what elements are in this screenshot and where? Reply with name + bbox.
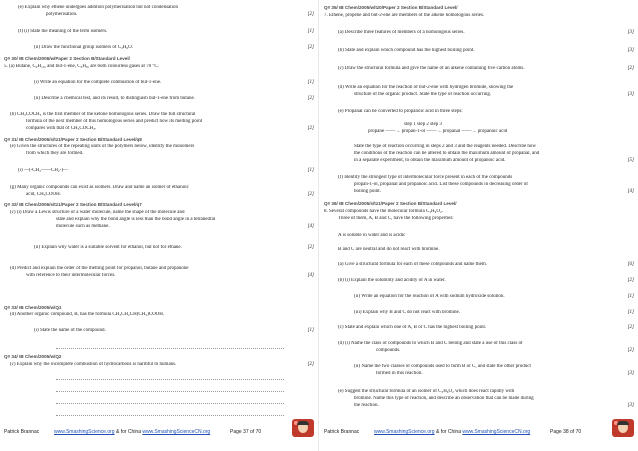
question-line: (e) Explain why ethene undergoes addition polymerisation but not condensation	[18, 5, 179, 10]
website-link[interactable]: www.SmashingScience.org	[374, 429, 435, 435]
question-line: State the type of reaction occurring in steps 2 and 3 and the reagents needed. Describe how	[354, 144, 537, 149]
question-line: (d) Predict and explain the order of the melting point for propanol, butane and propanone	[10, 266, 189, 271]
marks: [5]	[627, 158, 634, 163]
website-link-china[interactable]: www.SmashingScienceCN.org	[142, 429, 211, 435]
marks: [1]	[307, 80, 314, 85]
marks: [3]	[627, 48, 634, 53]
reaction-scheme: propane ——→ propan-1-ol ——→ propanal ——→ propanoic acid	[368, 129, 508, 134]
answer-line	[56, 414, 284, 416]
marks: [3]	[627, 92, 634, 97]
marks: [1]	[307, 328, 314, 333]
question-line: in a separate experiment, to obtain the maximum amount of propanoic acid. [5]	[354, 158, 634, 163]
marks: [6]	[627, 262, 634, 267]
question-line: (c) Explain why the incomplete combustion of hydrocarbons is harmful to humans. [2]	[10, 362, 314, 367]
question-source-header: Q# 34/ IB Chem/2005/w/Q2	[4, 354, 62, 359]
question-line: compounds. [2]	[376, 348, 634, 353]
question-source-header: Q# 30/ IB Chem/2006/w/Paper 2 Section B/Standard Level/	[4, 56, 130, 61]
question-line: (ii) Write an equation for the reaction of A with sodium hydroxide solution. [1]	[354, 294, 634, 299]
question-line: 5. (a) Butane, C₄H₁₀, and but-1-ene, C₄H₈, are both colourless gases at 70 °C.	[4, 64, 159, 69]
marks: [2]	[307, 96, 314, 101]
website-link[interactable]: www.SmashingScience.org	[54, 429, 115, 435]
marks: [4]	[307, 273, 314, 278]
marks: [2]	[307, 126, 314, 131]
answer-line	[56, 390, 284, 392]
marks: [2]	[307, 45, 314, 50]
question-line: (c) (i) Draw a Lewis structure of a water molecule, name the shape of the molecule and	[10, 210, 185, 215]
question-line: (f) Identify the strongest type of intermolecular force present in each of the compounds	[338, 175, 513, 180]
footer-links: www.SmashingScience.org & for China www.SmashingScienceCN.org	[54, 429, 211, 435]
page-number: Page 37 of 70	[230, 429, 262, 435]
question-line: B and C are neutral and do not react with bromine.	[338, 247, 440, 252]
marks: [2]	[307, 12, 314, 17]
right-page	[324, 0, 634, 451]
question-line: (e) Suggest the structural formula of an isomer of C₃H₆O₂ which does react rapidly with	[338, 389, 515, 394]
marks: [3]	[627, 371, 634, 376]
question-line: (b) (i) Explain the solubility and acidity of A in water. [2]	[338, 278, 634, 283]
marks: [3]	[627, 403, 634, 408]
question-line: formed in this reaction. [3]	[376, 371, 634, 376]
answer-line	[56, 378, 284, 380]
page-footer	[324, 427, 634, 439]
question-line: A is soluble in water and is acidic	[338, 233, 406, 238]
left-page	[4, 0, 314, 451]
question-line: (c) State and explain which one of A, B or C has the highest boiling point. [2]	[338, 325, 634, 330]
question-line: (b) CH₃COCH₃ is the first member of the ketone homologous series. Draw the full structural	[10, 112, 196, 117]
question-line: (d) Another organic compound, B, has the formula CH₃CH₂CH(CH₃)COOH.	[10, 312, 165, 317]
footer-author: Patrick Brannac	[4, 429, 40, 435]
marks: [1]	[307, 29, 314, 34]
question-line: (e) Propanal can be converted to propanoic acid in three steps:	[338, 109, 463, 114]
question-line: from which they are formed.	[26, 151, 84, 156]
question-line: molecule such as methane. [4]	[56, 224, 314, 229]
question-line: (g) Many organic compounds can exist as isomers. Draw and name an isomer of ethanoic	[10, 185, 189, 190]
question-line: (ii) Explain why water is a suitable solvent for ethanol, but not for ethane. [2]	[34, 245, 314, 250]
marks: [2]	[307, 192, 314, 197]
marks: [1]	[627, 310, 634, 315]
marks: [1]	[627, 294, 634, 299]
page-number: Page 38 of 70	[550, 429, 582, 435]
question-line: Three of them, A, B and C, have the following properties:	[338, 216, 454, 221]
question-line: formula of the next member of this homologous series and predict how its melting point	[26, 119, 203, 124]
page-footer	[4, 427, 314, 439]
question-line: with reference to their intermolecular forces. [4]	[26, 273, 314, 278]
marks: [2]	[627, 66, 634, 71]
question-line: (iii) Explain why B and C do not react with bromine. [1]	[354, 310, 634, 315]
footer-author: Patrick Brannac	[324, 429, 360, 435]
question-source-header: Q# 32/ IB Chem/2006/s/tz1/Paper 2 Section B/Standard Level/q7	[4, 202, 142, 207]
question-line: (c) Draw the structural formula and give the name of an alkene containing five carbon atoms. [2]	[338, 66, 634, 71]
reaction-steps: step 1 step 2 step 3	[404, 122, 442, 127]
marks: [2]	[307, 362, 314, 367]
question-line: acid, CH₃COOH. [2]	[26, 192, 314, 197]
marks: [3]	[627, 30, 634, 35]
question-line: propan-1-ol, propanal and propanoic acid. List these compounds in decreasing order of	[354, 182, 528, 187]
question-line: (f) (i) State the meaning of the term isomers. [1]	[18, 29, 314, 34]
question-line: (a) Give a structural formula for each of these compounds and name them. [6]	[338, 262, 634, 267]
marks: [2]	[627, 348, 634, 353]
question-source-header: Q# 36/ IB Chem/2005/s/tz1/Paper 2 Section B/Standard Level/	[324, 201, 457, 206]
website-link-china[interactable]: www.SmashingScienceCN.org	[462, 429, 531, 435]
question-line: state and explain why the bond angle is less than the bond angle in a tetrahedral	[56, 217, 216, 222]
question-line: compares with that of CH₃COCH₃. [2]	[26, 126, 314, 131]
question-line: 7. Ethene, propene and but-2-ene are members of the alkene homologous series.	[324, 13, 485, 18]
question-line: (ii) Name the two classes of compounds used to form B or C, and state the other product	[354, 364, 531, 369]
question-line: (d) (i) Name the class of compounds to which B and C belong and state a use of this class of	[338, 341, 523, 346]
question-line: (e) Given the structures of the repeating units of the polymers below, identify the monomers	[10, 144, 195, 149]
question-line: (ii) Draw the functional group isomers of C₂H₆O. [2]	[34, 45, 314, 50]
question-line: (d) Write an equation for the reaction of but-2-ene with hydrogen bromide, showing the	[338, 85, 514, 90]
marks: [1]	[307, 168, 314, 173]
question-source-header: Q# 33/ IB Chem/2005/w/Q1	[4, 305, 62, 310]
question-line: (ii) Describe a chemical test, and its result, to distinguish but-1-ene from butane. [2]	[34, 96, 314, 101]
answer-line	[56, 402, 284, 404]
marks: [2]	[627, 325, 634, 330]
question-line: the reaction. [3]	[354, 403, 634, 408]
question-source-header: Q# 35/ IB Chem/2005/w/tz0/Paper 2 Section B/Standard Level/	[324, 5, 458, 10]
question-line: polymerisation. [2]	[46, 12, 314, 17]
marks: [2]	[627, 278, 634, 283]
footer-links: www.SmashingScience.org & for China www.SmashingScienceCN.org	[374, 429, 531, 435]
question-line: boiling point. [4]	[354, 189, 634, 194]
question-line: (i) —(-CH₂——CH₂-)— [1]	[18, 168, 314, 173]
question-line: structure of the organic product. State the type of reaction occurring. [3]	[354, 92, 634, 97]
marks: [4]	[307, 224, 314, 229]
author-logo-icon	[292, 419, 314, 437]
question-line: (a) Describe three features of members of a homologous series. [3]	[338, 30, 634, 35]
answer-line	[56, 347, 284, 349]
author-logo-icon	[612, 419, 634, 437]
question-line: 8. Several compounds have the molecular formula C₃H₆O₂.	[324, 209, 443, 214]
page-divider	[318, 0, 319, 451]
question-line: (i) State the name of the compound. [1]	[34, 328, 314, 333]
question-line: (i) Write an equation for the complete combustion of but-1-ene. [1]	[34, 80, 314, 85]
question-source-header: Q# 31/ IB Chem/2006/s/tz1/Paper 2 Section B/Standard Level/q8	[4, 137, 142, 142]
question-line: (b) State and explain which compound has the highest boiling point. [3]	[338, 48, 634, 53]
marks: [2]	[307, 245, 314, 250]
question-line: bromine. Name this type of reaction, and describe an observation that can be made during	[354, 396, 534, 401]
marks: [4]	[627, 189, 634, 194]
question-line: the conditions of the reaction can be altered to obtain the maximum amount of propanal, and	[354, 151, 540, 156]
